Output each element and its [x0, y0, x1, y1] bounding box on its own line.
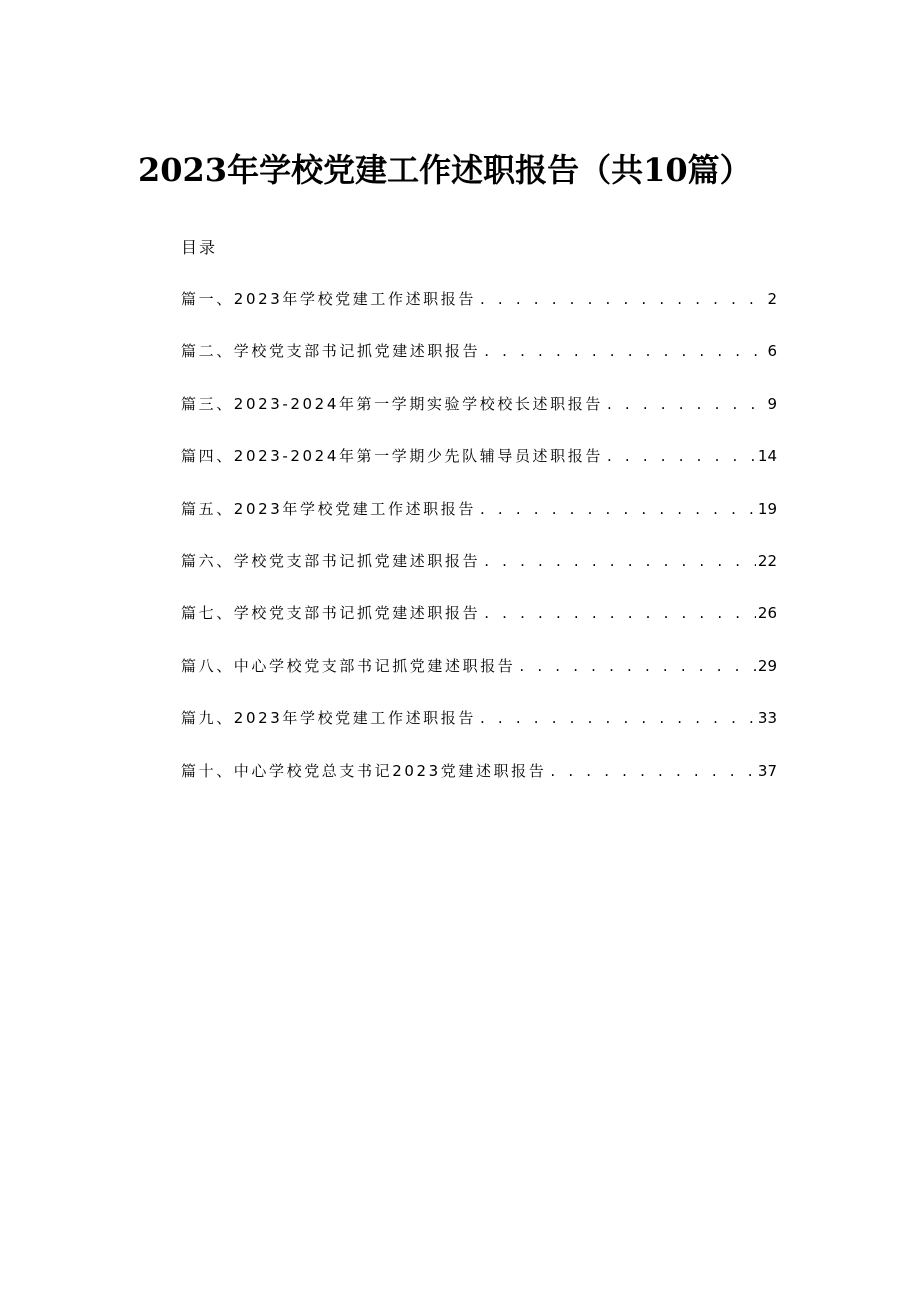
toc-entry-label: 篇四、2023-2024年第一学期少先队辅导员述职报告	[181, 447, 603, 466]
toc-entry-label: 篇五、2023年学校党建工作述职报告	[181, 499, 476, 518]
toc-entry-label: 篇七、学校党支部书记抓党建述职报告	[181, 604, 481, 623]
toc-entry-3[interactable]	[181, 390, 777, 442]
toc-dot-leader	[607, 390, 765, 418]
toc-entry-label: 篇三、2023-2024年第一学期实验学校校长述职报告	[181, 394, 603, 413]
toc-dot-leader	[484, 337, 765, 365]
toc-dot-leader	[607, 442, 756, 470]
page-title: 2023年学校党建工作述职报告（共10篇）	[138, 151, 752, 189]
toc-page-number: 9	[767, 394, 777, 413]
toc-page-number: 22	[757, 551, 777, 570]
toc-page-number: 6	[767, 342, 777, 361]
toc-page-number: 2	[767, 290, 777, 308]
toc-entry-label: 篇十、中心学校党总支书记2023党建述职报告	[181, 761, 547, 780]
toc-entry-label: 篇二、学校党支部书记抓党建述职报告	[181, 342, 481, 361]
toc-dot-leader	[480, 704, 756, 732]
toc-entry-5[interactable]	[181, 495, 777, 547]
toc-page-number: 14	[757, 447, 777, 466]
toc-entry-10[interactable]	[181, 757, 777, 809]
toc-page-number: 19	[757, 499, 777, 518]
toc-dot-leader	[519, 652, 756, 680]
toc-dot-leader	[550, 757, 756, 785]
toc-dot-leader	[484, 547, 756, 575]
toc-heading: 目录	[181, 238, 218, 257]
toc-entry-6[interactable]	[181, 547, 777, 599]
toc-entry-7[interactable]	[181, 599, 777, 651]
toc-entry-1[interactable]	[181, 285, 777, 337]
toc-dot-leader	[480, 495, 756, 523]
toc-entry-label: 篇一、2023年学校党建工作述职报告	[181, 290, 476, 308]
toc-dot-leader	[484, 599, 756, 627]
toc-page-number: 37	[757, 761, 777, 780]
toc-entry-label: 篇六、学校党支部书记抓党建述职报告	[181, 551, 481, 570]
toc-page-number: 26	[757, 604, 777, 623]
toc-page-number: 29	[757, 656, 777, 675]
toc-entry-8[interactable]	[181, 652, 777, 704]
toc-dot-leader	[480, 285, 765, 313]
toc-entry-2[interactable]	[181, 337, 777, 389]
toc-entry-4[interactable]	[181, 442, 777, 494]
toc-entry-label: 篇八、中心学校党支部书记抓党建述职报告	[181, 656, 516, 675]
table-of-contents	[181, 285, 777, 809]
toc-page-number: 33	[757, 709, 777, 728]
toc-entry-9[interactable]	[181, 704, 777, 756]
toc-entry-label: 篇九、2023年学校党建工作述职报告	[181, 709, 476, 728]
